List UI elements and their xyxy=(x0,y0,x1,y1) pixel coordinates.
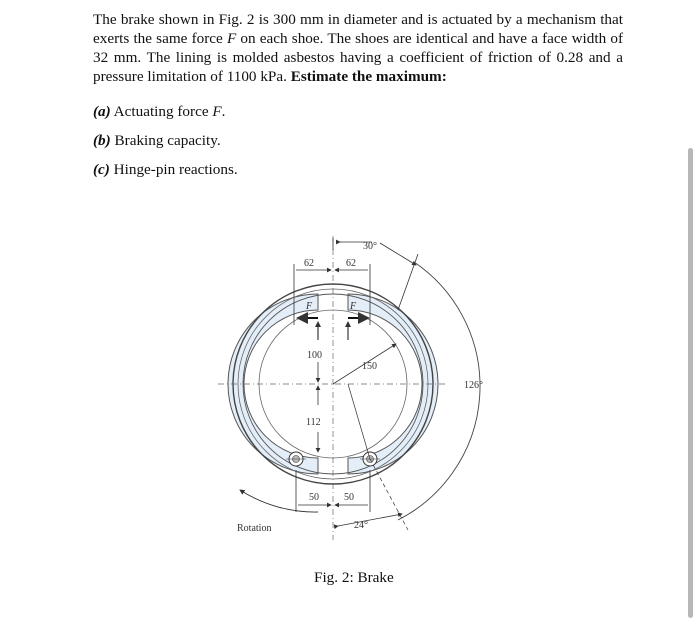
problem-text-1: The brake shown in Fig. 2 is 300 mm in diameter and is actuated by a mechanism that exerts the same force xyxy=(93,11,623,47)
force-variable: F xyxy=(226,30,237,47)
vertical-scrollbar[interactable] xyxy=(688,148,693,618)
problem-text-2: on each shoe. The shoes are identical and have a face width of 32 mm. The lining is molded asbestos having a coefficient of friction of 0.28 and a pressure limitation of 1100 kPa. xyxy=(93,30,624,85)
dim-50-right: 50 xyxy=(344,492,354,503)
dim-50-left: 50 xyxy=(309,492,319,503)
part-b-label: (b) xyxy=(93,132,111,149)
rotation-label: Rotation xyxy=(237,523,272,534)
part-a-text: Actuating force xyxy=(110,103,213,120)
part-c-label: (c) xyxy=(93,161,110,178)
force-label-left: F xyxy=(306,301,313,312)
dim-62-right: 62 xyxy=(346,258,356,269)
dim-62-left: 62 xyxy=(304,258,314,269)
part-a-label: (a) xyxy=(93,103,111,120)
pin-ray-right xyxy=(348,384,370,459)
angle-24: 24° xyxy=(354,520,368,531)
angle-126: 126° xyxy=(464,380,483,391)
dim-150: 150 xyxy=(362,361,377,372)
angle-24-ray xyxy=(338,514,402,526)
part-a-end: . xyxy=(221,103,226,120)
angle-30-ray xyxy=(380,243,416,265)
angle-126-arc xyxy=(398,262,480,520)
problem-emphasis: Estimate the maximum: xyxy=(290,68,447,85)
part-a-var: F xyxy=(212,103,222,120)
part-b-text: Braking capacity. xyxy=(110,132,221,149)
figure-caption: Fig. 2: Brake xyxy=(314,569,394,586)
dim-112: 112 xyxy=(306,417,321,428)
center-lines xyxy=(218,236,448,540)
part-c-text: Hinge-pin reactions. xyxy=(109,161,238,178)
rotation-arrow xyxy=(240,490,318,512)
angle-30: 30° xyxy=(363,241,377,252)
dim-100: 100 xyxy=(307,350,322,361)
force-label-right: F xyxy=(350,301,357,312)
